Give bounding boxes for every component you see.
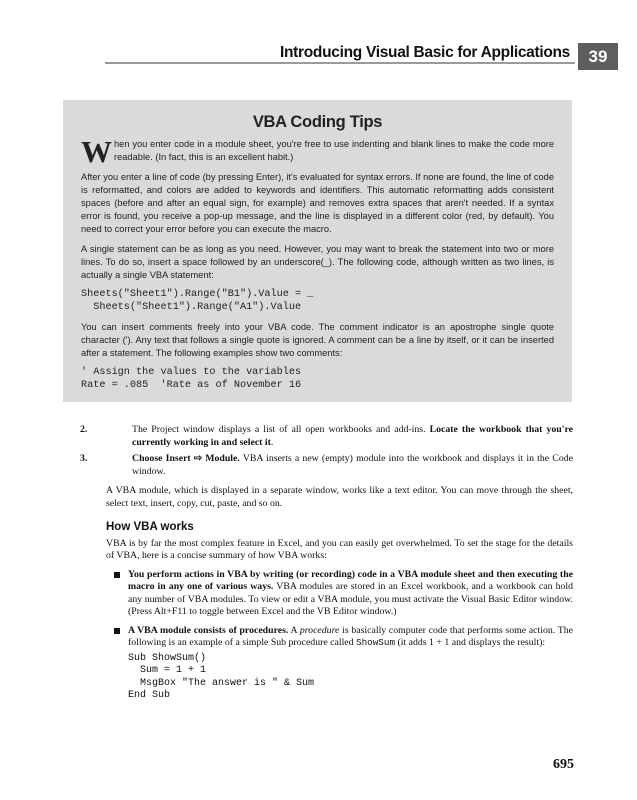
bullet-bold-text: A VBA module consists of procedures. (128, 624, 289, 636)
code-block: Sheets("Sheet1").Range("B1").Value = _ Sheets("Sheet1").Range("A1").Value (81, 289, 314, 313)
bullet-item (106, 625, 573, 703)
step-bold-text: Locate the workbook that you're currently working in and select it (132, 424, 573, 448)
step-number: 2. (80, 424, 88, 435)
bullet-text: is basically computer code that performs some action. The following is an example of a simple Sub procedure called (128, 624, 573, 648)
page-number: 695 (553, 757, 574, 772)
running-header-title: Introducing Visual Basic for Applications (280, 44, 570, 61)
bullet-text: (it adds 1 + 1 and displays the result): (395, 637, 546, 648)
step-text: . (270, 436, 274, 448)
bullet-square-icon (114, 628, 120, 634)
step-text: VBA inserts a new (empty) module into the workbook and displays it in the Code window. (132, 453, 573, 477)
code-block: Sub ShowSum() Sum = 1 + 1 MsgBox "The answer is " & Sum End Sub (128, 652, 315, 701)
bullet-text: A (288, 624, 300, 636)
drop-cap: W (81, 134, 112, 169)
bullet-square-icon (114, 572, 120, 578)
code-block: ' Assign the values to the variables Rate = .085 'Rate as of November 16 (81, 367, 302, 391)
step-bold-text: Choose Insert ⇨ Module. (132, 453, 240, 464)
sidebar-paragraph: After you enter a line of code (by pressing Enter), it's evaluated for syntax errors. If none are found, the line of code is reformatted, and colors are added to keywords and identifiers. This automatic reformatting adds consistent spaces (before and after an equal sign, for example) and removes extra spaces that aren't needed. If a syntax error is found, you receive a pop-up message, and the line is displayed in a different color (red, by default). You need to correct your error before you can execute the macro. (81, 172, 554, 234)
step-item (80, 453, 573, 478)
step-number: 3. (80, 453, 88, 464)
step-item (80, 424, 573, 449)
sidebar-paragraph-text: hen you enter code in a module sheet, you're free to use indenting and blank lines to make the code more readable. (In fact, this is an excellent habit.) (114, 139, 554, 162)
sidebar-paragraph: You can insert comments freely into your VBA code. The comment indicator is an apostrophe single quote character ('). Any text that follows a single quote is ignored. A comment can be a line by itself, or it can be inserted after a statement. The following examples show two comments: (81, 322, 554, 358)
sidebar-paragraph (81, 134, 554, 169)
inline-code: ShowSum (355, 637, 396, 648)
section-heading: How VBA works (106, 521, 194, 533)
step-list (80, 424, 573, 478)
bullet-italic-text: procedure (299, 624, 340, 636)
chapter-number-badge: 39 (578, 43, 618, 70)
sidebar-box (63, 100, 572, 402)
sidebar-title: VBA Coding Tips (252, 113, 383, 131)
step-text: The Project window displays a list of all open workbooks and add-ins. (132, 424, 430, 435)
sidebar-paragraph: A single statement can be as long as you need. However, you may want to break the statement into two or more lines. To do so, insert a space followed by an underscore(_). The following code, although written as two lines, is actually a single VBA statement: (81, 244, 554, 280)
bullet-bold-text: You perform actions in VBA by writing (or recording) code in a VBA module sheet and then executing the macro in any one of various ways. (128, 568, 573, 592)
bullet-item (106, 569, 573, 619)
body-paragraph: A VBA module, which is displayed in a separate window, works like a text editor. You can move through the sheet, select text, insert, copy, cut, paste, and so on. (106, 485, 573, 509)
bullet-text: VBA modules are stored in an Excel workbook, and a workbook can hold any number of VBA modules. To view or edit a VBA module, you must activate the Visual Basic Editor window. (Press Alt+F11 to toggle between Excel and the VB Editor window.) (128, 581, 573, 617)
body-paragraph: VBA is by far the most complex feature in Excel, and you can easily get overwhelmed. To set the stage for the details of VBA, here is a concise summary of how VBA works: (106, 537, 573, 561)
header-rule (105, 62, 575, 64)
body-text (80, 424, 573, 709)
